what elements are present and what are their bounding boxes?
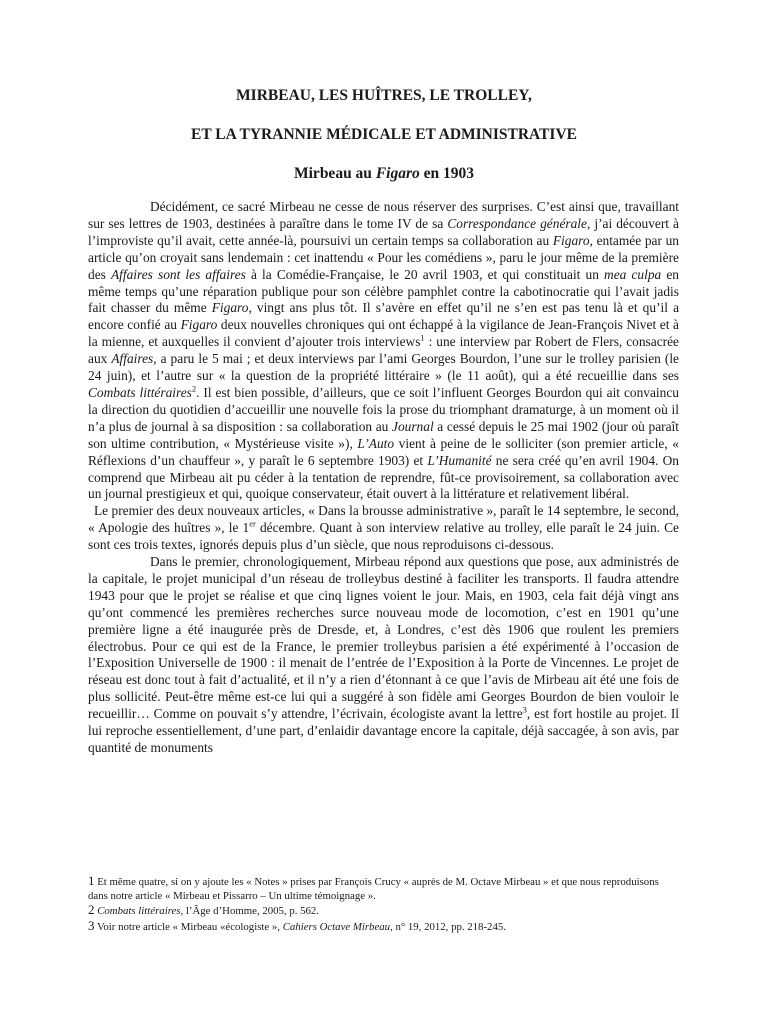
p1-em-u: Journal (392, 418, 434, 434)
footnote-1-number: 1 (88, 873, 95, 888)
p1-text-a: Décidément, ce sacré Mirbeau ne cesse de nous réserver des surprises. C’est ainsi que, travaillant sur ses lettres de 1903, destinées à paraître dans le tome IV de sa (88, 199, 679, 231)
p1-em-h: mea culpa (604, 266, 662, 282)
p1-text-m: deux nouvelles chroniques qui ont échappé à la vigilance de Jean-François Nivet et à la mienne, et auxquelles il convient d’ajouter trois interviews (88, 317, 679, 350)
footnote-3-number: 3 (88, 917, 95, 933)
p1-text-q: , a paru le 5 mai ; et deux interviews par l’ami Georges Bourdon, l’une sur le trolley parisien (le 24 juin), et l’autre sur « la question de la propriété littéraire » (le 11 août), qui a été recueillie dans ses (88, 351, 679, 384)
p1-em-d: Figaro (552, 232, 590, 248)
p1-text-o: : une interview par Robert de Flers, consacrée aux (88, 334, 679, 367)
ordinal-er: er (249, 518, 256, 529)
p2-text-c: décembre. Quant à son interview relative au trolley, elle paraît le 24 juin. Ce sont ces trois textes, ignorés depuis plus d’un siècle, que nous reproduisons ci-dessous. (88, 520, 679, 553)
subtitle-pre: Mirbeau au (294, 165, 376, 182)
footnote-ref-2[interactable]: 2 (191, 383, 197, 394)
p1-text-t: . Il est bien possible, d’ailleurs, que ce soit l’influent Georges Bourdon qui ait convaincu la direction du quotidien d’accueillir une nouvelle fois la prose du triomphant dramaturge, à un moment où il n’a plus de journal à sa disposition : sa collaboration au (88, 384, 679, 434)
subtitle (0, 164, 768, 184)
footnote-3-text-a: Voir notre article « Mirbeau «écologiste », (94, 920, 283, 933)
footnote-1 (88, 874, 679, 903)
article-body (88, 199, 679, 757)
p1-em-w: L’Auto (357, 435, 395, 451)
p1-em-l: Figaro (180, 317, 218, 333)
footnote-2-text: , l’Âge d’Homme, 2005, p. 562. (180, 905, 320, 918)
p1-em-y: L’Humanité (427, 452, 492, 468)
p1-text-g: à la Comédie-Française, le 20 avril 1903, et qui constituait un (245, 266, 605, 282)
footnote-3-title: Cahiers Octave Mirbeau (282, 920, 391, 933)
footnotes (88, 874, 679, 934)
p3-text-a: Dans le premier, chronologiquement, Mirbeau répond aux questions que pose, aux administrés de la capitale, le projet municipal d’un réseau de trolleybus destiné à faciliter les transports. Il faudra attendre 1943 pour que le projet se réalise et que cinq lignes voient le jour. Mais, en 1903, cela fait déjà vingt ans qu’ont commencé les premières recherches surce nouveau mode de locomotion, c’est en 1901 qu’une première ligne a été inaugurée près de Dresde, et, à Londres, c’est dès 1906 que roulent les premiers électrobus. Pour ce qui est de la France, le premier trolleybus parisien a été expérimenté à l’occasion de l’Exposition Universelle de 1900 : il menait de l’entrée de l’Exposition à la Porte de Vincennes. Le projet de réseau est donc tout à fait d’actualité, et il n’y a rien d’étonnant à ce que l’avis de Mirbeau ait été une fois de plus sollicité. Peut-être même est-ce lui qui a suggéré à son fidèle ami Georges Bourdon de bien vouloir le recueillir… Comme on pouvait s’y attendre, l’écrivain, écologiste avant la lettre (88, 554, 679, 722)
subtitle-post: en 1903 (419, 165, 474, 182)
title-line-2: ET LA TYRANNIE MÉDICALE ET ADMINISTRATIVE (190, 126, 578, 143)
p3-text-c: , est fort hostile au projet. Il lui reproche essentiellement, d’une part, d’enlaidir davantage encore la capitale, déjà saccagée, à son avis, par quantité de monuments (88, 706, 679, 755)
footnote-ref-1[interactable]: 1 (420, 332, 425, 343)
p1-text-v: a cessé depuis le 25 mai 1902 (jour où paraît son ultime contribution, « Mystérieuse visite »), (88, 418, 679, 451)
p1-text-x: vient à peine de le solliciter (son premier article, « Réflexions d’un chauffeur », y paraît le 6 septembre 1903) et (88, 435, 679, 468)
footnote-2-title: Combats littéraires (97, 905, 181, 918)
title-line-1: MIRBEAU, LES HUÎTRES, LE TROLLEY, (236, 87, 532, 104)
footnote-3 (88, 919, 679, 935)
footnote-2 (88, 903, 679, 919)
p1-em-f: Affaires sont les affaires (110, 266, 246, 282)
subtitle-journal: Figaro (375, 165, 420, 182)
p1-em-b: Correspondance générale (447, 215, 587, 231)
title-block (0, 86, 768, 184)
p1-text-z: ne sera créé qu’en avril 1904. On comprend que Mirbeau ait pu céder à la tentation de reprendre, fût-ce provisoirement, sa collaboration avec un journal prestigieux et qui, quoique conservateur, était ouvert à la littérature et relativement libéral. (88, 452, 679, 502)
p1-em-p: Affaires (111, 351, 154, 367)
p1-text-i: en même temps qu’une réparation publique pour son célèbre pamphlet contre la cabotinocratie qui l’avait jadis fait chasser du même (88, 266, 679, 316)
p1-em-j: Figaro (211, 300, 249, 316)
p1-text-e: , entamée par un article qu’on croyait sans lendemain : cet inattendu « Pour les comédiens », paru le jour même de la première des (88, 232, 679, 282)
paragraph-1 (88, 199, 679, 503)
p1-text-c: , j’ai découvert à l’improviste qu’il avait, cette année-là, poursuivi un certain temps sa collaboration au (88, 215, 680, 248)
footnote-2-number: 2 (88, 902, 95, 918)
p2-text-a: Le premier des deux nouveaux articles, « Dans la brousse administrative », paraît le 14 septembre, le second, « Apologie des huîtres », le 1 (88, 503, 679, 536)
footnote-ref-3[interactable]: 3 (522, 704, 527, 715)
footnote-1-text: Et même quatre, si on y ajoute les « Notes » prises par François Crucy « auprès de M. Octave Mirbeau » et que nous reproduisons dans notre article « Mirbeau et Pissarro – Un ultime témoignage ». (88, 876, 659, 902)
paragraph-2 (88, 503, 679, 554)
p1-text-k: , vingt ans plus tôt. Il s’avère en effet qu’il ne s’en est pas tenu là et qu’il a encore confié au (88, 300, 680, 333)
p1-em-r: Combats littéraires (88, 384, 192, 400)
paragraph-3 (88, 554, 679, 757)
footnote-3-text-b: , n° 19, 2012, pp. 218-245. (390, 920, 506, 933)
